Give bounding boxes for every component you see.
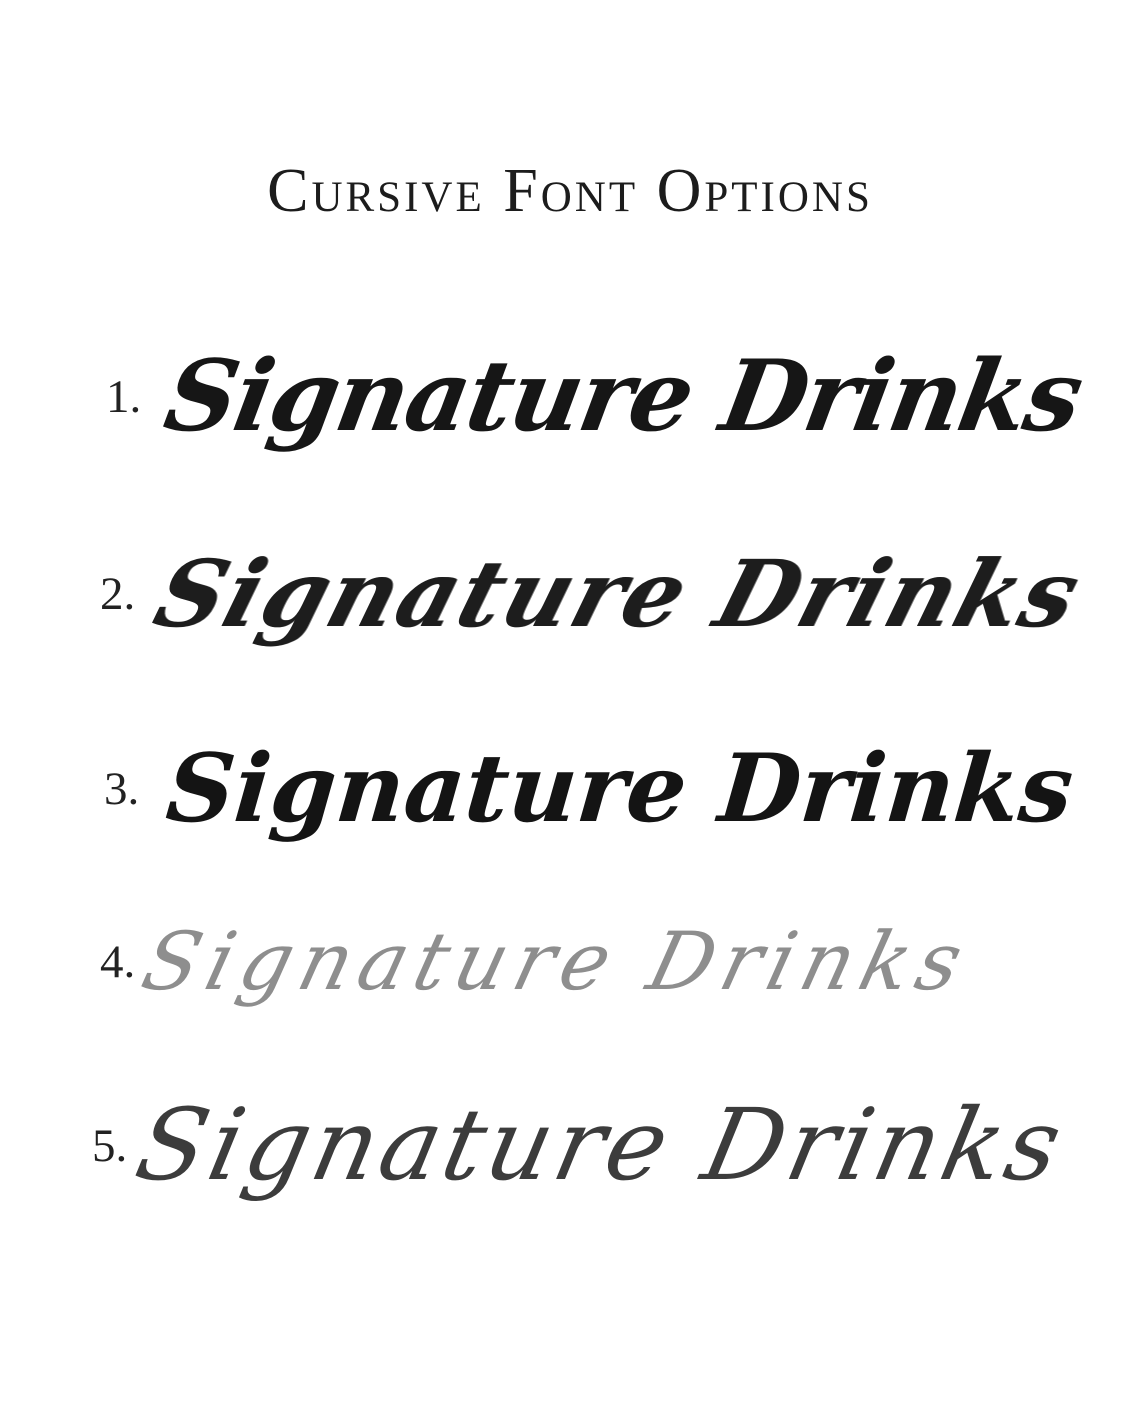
font-option-3 — [104, 734, 1078, 844]
font-option-1 — [106, 339, 1090, 454]
font-option-4 — [100, 915, 980, 1008]
option-3-sample: Signature Drinks — [162, 734, 1078, 844]
option-4-sample: Signature Drinks — [133, 915, 980, 1008]
option-3-number: 3. — [104, 763, 140, 815]
option-2-number: 2. — [100, 568, 136, 620]
option-1-sample: Signature Drinks — [157, 339, 1090, 454]
option-2-sample: Signature Drinks — [143, 540, 1093, 648]
font-option-5 — [92, 1088, 1075, 1203]
option-5-sample: Signature Drinks — [127, 1088, 1075, 1203]
option-4-number: 4. — [100, 936, 136, 988]
option-5-number: 5. — [92, 1119, 128, 1172]
option-1-number: 1. — [106, 371, 142, 423]
font-option-2 — [100, 540, 1093, 648]
page-title: Cursive Font Options — [267, 157, 873, 225]
